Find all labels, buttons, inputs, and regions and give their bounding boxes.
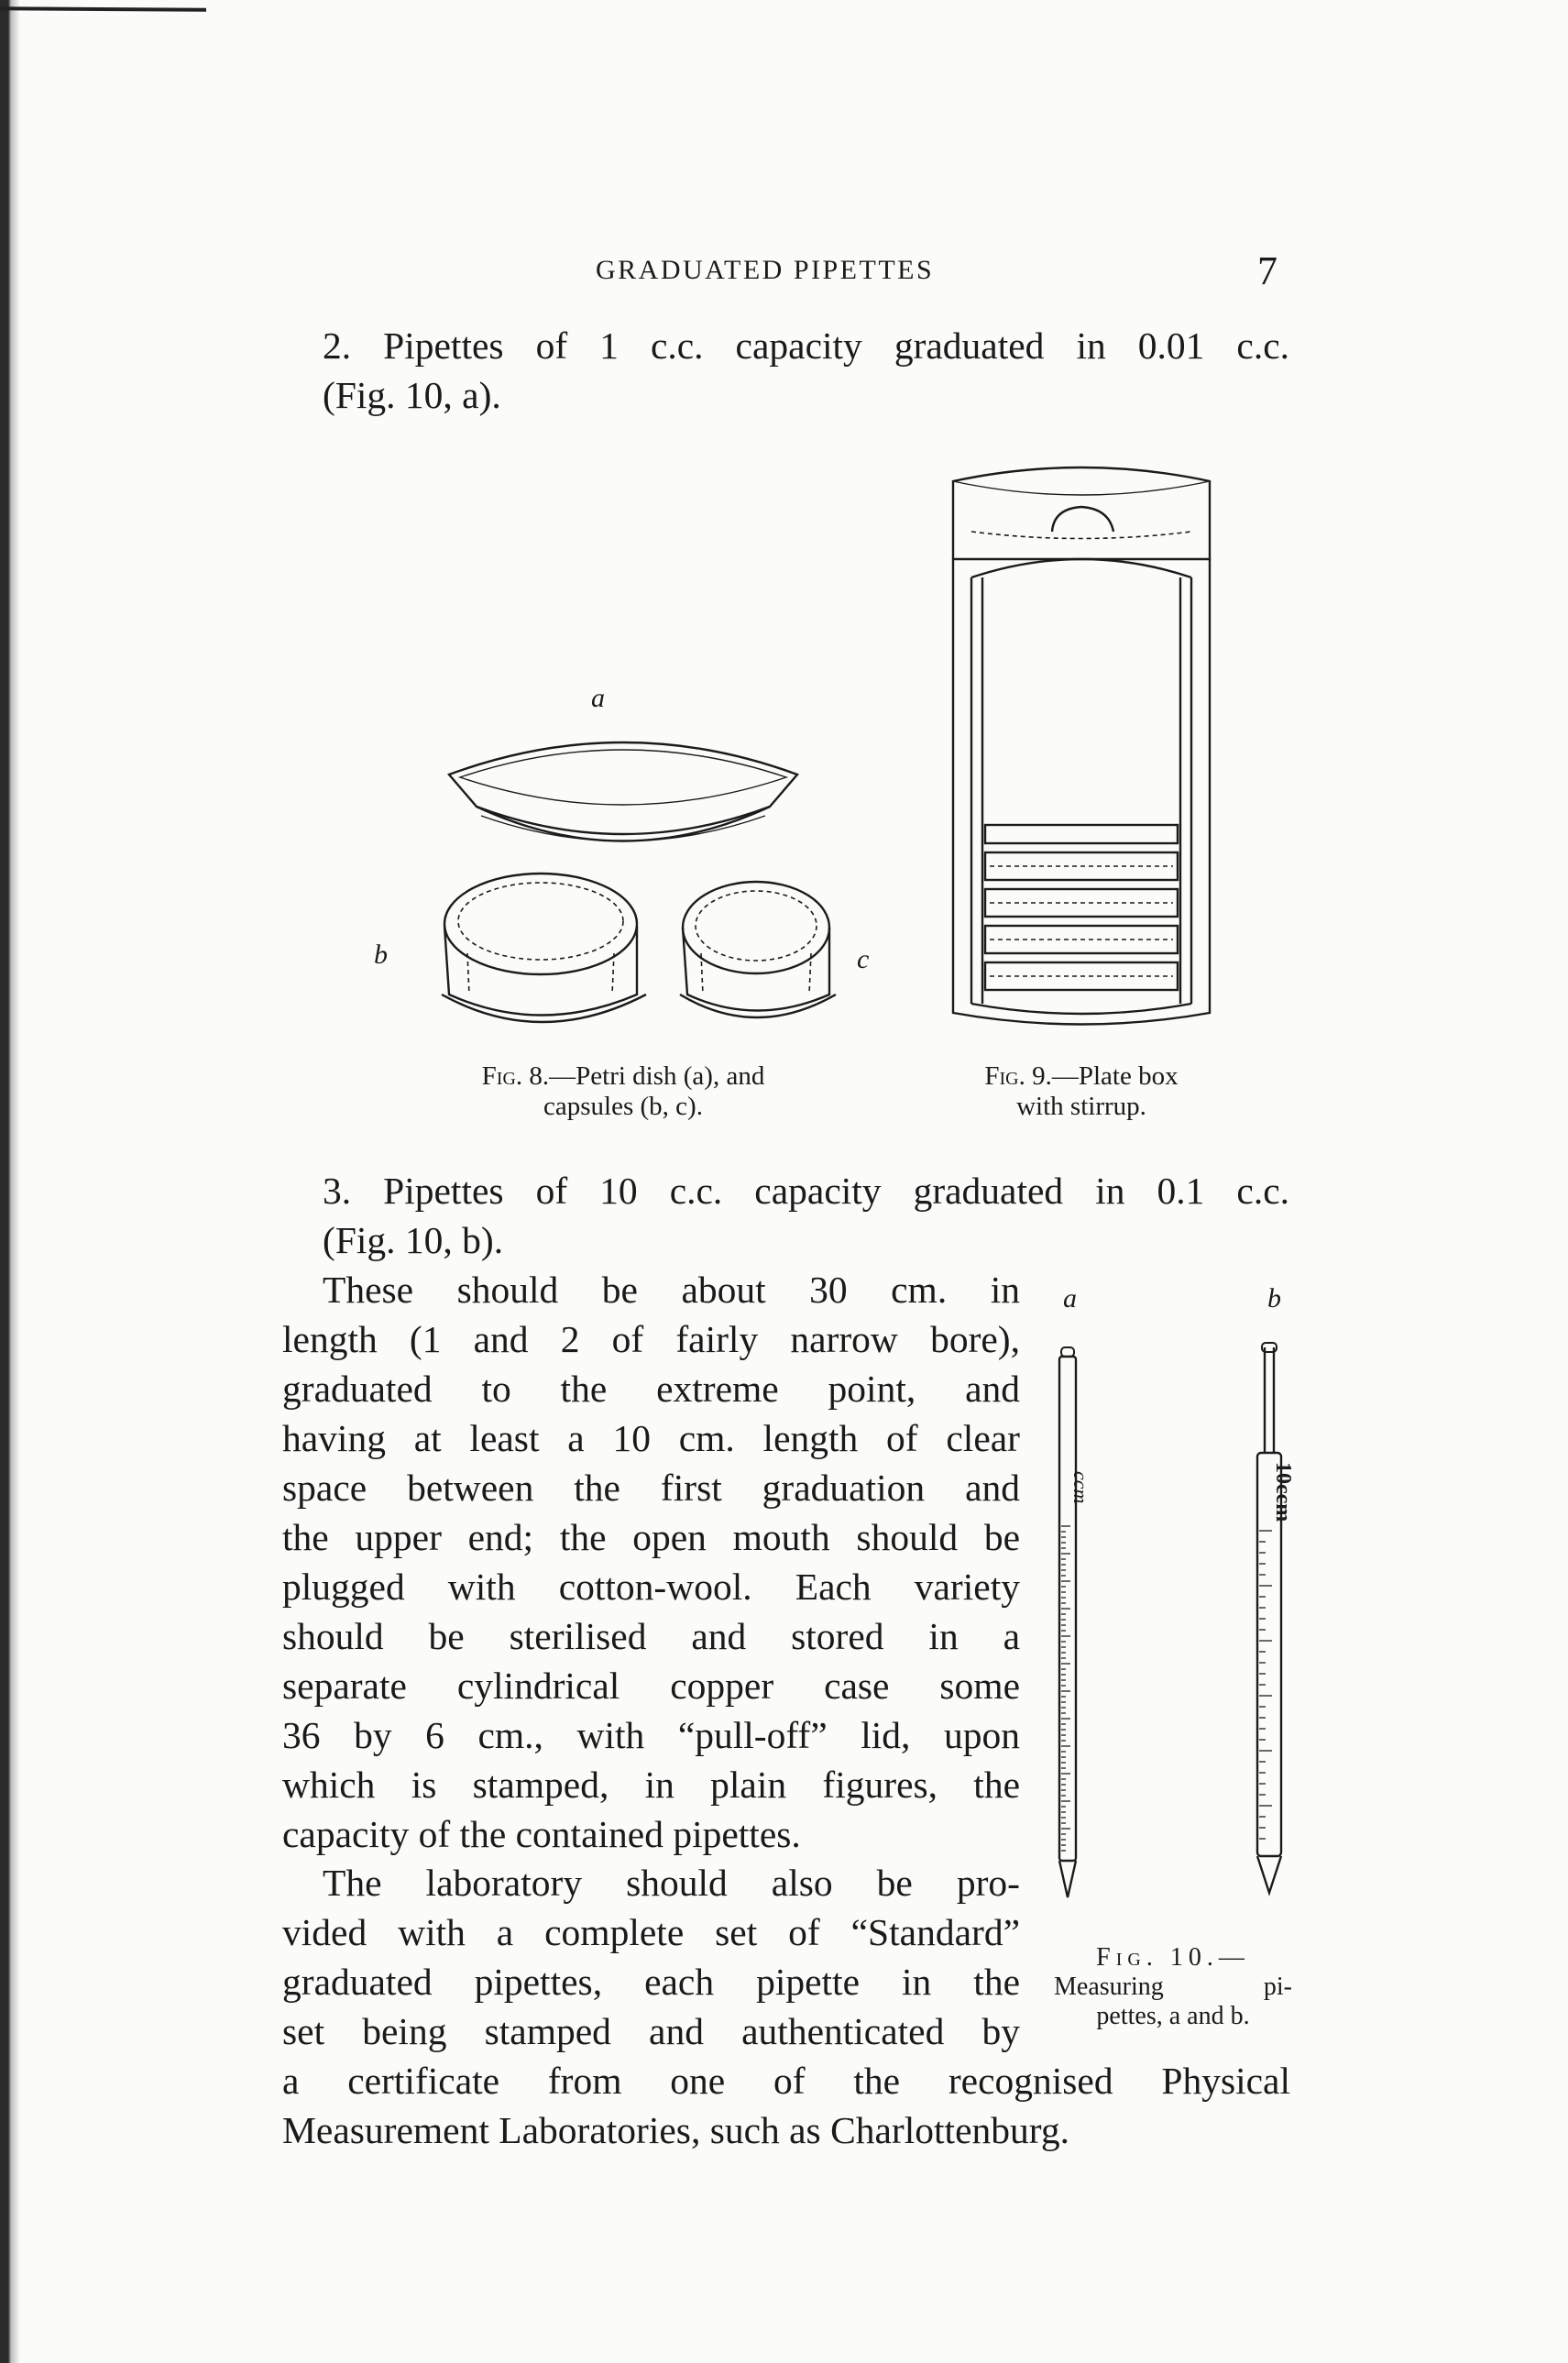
figure-8-caption [394, 1061, 852, 1122]
body-line: the upper end; the open mouth should be [282, 1516, 1020, 1558]
figure-8-caption-text: —Petri dish (a), and [549, 1061, 765, 1091]
running-head: GRADUATED PIPETTES [596, 255, 935, 285]
figure-10-pipettes-illustration [1054, 1343, 1295, 1911]
figure-9-number: Fig. 9. [984, 1061, 1052, 1091]
stacked-plates [985, 825, 1178, 990]
body-line: length (1 and 2 of fairly narrow bore), [282, 1318, 1020, 1360]
body-line: graduated to the extreme point, and [282, 1368, 1020, 1410]
body-line: separate cylindrical copper case some [282, 1665, 1020, 1707]
pipette-a-marking: ccm [1069, 1471, 1092, 1504]
body-line: Measurement Laboratories, such as Charlottenburg. [282, 2109, 1069, 2151]
capsule-c [680, 882, 836, 1017]
page-edge-shadow [0, 0, 20, 2363]
pipette-a [1059, 1347, 1092, 1897]
pipette-b-graduations [1259, 1531, 1272, 1839]
figure-9-caption-line2: with stirrup. [1016, 1092, 1146, 1121]
pipette-a-graduations [1061, 1526, 1070, 1851]
body-line: capacity of the contained pipettes. [282, 1813, 801, 1855]
figure-8-petri-dish-illustration [385, 678, 861, 1045]
figure-10-caption-line3: pettes, a and b. [1096, 2002, 1250, 2030]
item-3-line: (Fig. 10, b). [323, 1219, 504, 1261]
figure-10-label-a: a [1063, 1283, 1077, 1313]
body-paragraph-2 [282, 1858, 1020, 2056]
figure-8-caption-line2: capsules (b, c). [543, 1092, 703, 1121]
body-line: The laboratory should also be pro- [323, 1862, 1020, 1904]
figure-8-label-b: b [374, 940, 388, 970]
item-2-line: 2. Pipettes of 1 c.c. capacity graduated in 0.01 c.c. [323, 324, 1289, 367]
capsule-b [442, 874, 646, 1022]
body-line: plugged with cotton-wool. Each variety [282, 1566, 1020, 1608]
figure-10-label-b: b [1267, 1283, 1281, 1313]
item-2-paragraph [323, 321, 1289, 420]
figure-8-label-c: c [857, 944, 870, 974]
body-line: which is stamped, in plain figures, the [282, 1764, 1020, 1806]
item-3-paragraph [323, 1166, 1289, 1265]
body-line: vided with a complete set of “Standard” [282, 1911, 1020, 1953]
body-line: These should be about 30 cm. in [323, 1269, 1020, 1311]
body-line: having at least a 10 cm. length of clear [282, 1417, 1020, 1459]
item-3-line: 3. Pipettes of 10 c.c. capacity graduated in 0.1 c.c. [323, 1170, 1289, 1212]
scan-artifact-rule [0, 6, 206, 12]
figure-10-caption-line2: Measuring pi- [1054, 1973, 1292, 2001]
body-line: a certificate from one of the recognised Physical [282, 2060, 1290, 2102]
petri-dish-a [449, 742, 797, 841]
pipette-b-marking: 10ccm [1271, 1462, 1295, 1522]
body-line: 36 by 6 cm., with “pull-off” lid, upon [282, 1714, 1020, 1756]
body-paragraph-2-full [282, 2056, 1290, 2155]
plate-box-body [953, 559, 1210, 1025]
figure-10-number: Fig. 10.— [1096, 1943, 1250, 1972]
figure-9-caption [935, 1061, 1228, 1122]
body-line: set being stamped and authenticated by [282, 2010, 1020, 2052]
figure-8-label-a: a [591, 683, 605, 713]
body-line: space between the first graduation and [282, 1467, 1020, 1509]
figure-10-caption [1054, 1943, 1292, 2031]
body-paragraph-1 [282, 1265, 1020, 1859]
figure-9-plate-box-illustration [944, 463, 1219, 1031]
pipette-b [1257, 1343, 1295, 1893]
body-line: graduated pipettes, each pipette in the [282, 1961, 1020, 2003]
body-line: should be sterilised and stored in a [282, 1615, 1020, 1657]
figure-9-caption-text: —Plate box [1051, 1061, 1179, 1091]
page-number: 7 [1257, 248, 1277, 293]
item-2-line: (Fig. 10, a). [323, 374, 501, 416]
figure-8-number: Fig. 8. [481, 1061, 550, 1091]
plate-box-lid [953, 467, 1210, 559]
